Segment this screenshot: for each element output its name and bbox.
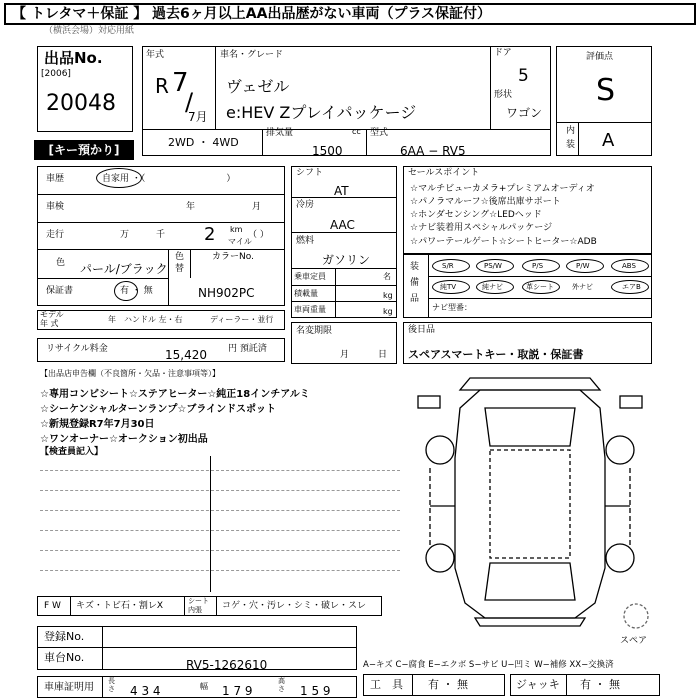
mileage-man: 万: [120, 230, 130, 240]
model-year-label-2: 年 式: [40, 319, 59, 328]
drive-label: 2WD ・ 4WD: [168, 136, 239, 149]
sales-point-1: ☆マルチビューカメラ+プレミアムオーディオ: [410, 184, 595, 194]
warranty-label: 保証書: [46, 286, 74, 296]
doors-value: 5: [518, 66, 529, 86]
mileage-value: 2: [204, 224, 216, 245]
equip-tv-circle: [432, 280, 470, 294]
ac-value: AAC: [330, 218, 355, 232]
type-value: 6AA − RV5: [400, 144, 466, 158]
fuel-label: 燃料: [296, 236, 315, 246]
height-value: 1 5 9: [300, 684, 331, 698]
equip-airbag: エアB: [622, 283, 641, 291]
displacement-label: 排気量: [266, 128, 294, 138]
equip-sr-circle: [432, 259, 470, 273]
width-value: 1 7 9: [222, 684, 253, 698]
interior-value: A: [602, 130, 615, 151]
car-hood: [485, 408, 575, 446]
length-label: 長さ: [108, 677, 115, 693]
sales-point-5: ☆パワーテールゲート☆シートヒーター☆ADB: [410, 237, 597, 247]
equip-airbag-circle: [611, 280, 649, 294]
spare-tire: [624, 604, 648, 628]
equip-psw: PS/W: [484, 262, 502, 270]
seat-label-2: 内張: [188, 606, 202, 614]
top-note: （横浜会場）対応用紙: [44, 26, 135, 36]
doors-label: ドア: [494, 48, 512, 58]
equip-abs-circle: [611, 259, 649, 273]
fw-label: F W: [44, 601, 61, 611]
displacement-value: 1500: [312, 144, 343, 158]
header-title: 【 トレタマ＋保証 】 過去6ヶ月以上AA出品歴がない車両（プラス保証付）: [12, 6, 492, 22]
weight-unit: kg: [383, 307, 393, 316]
navi-label: ナビ型番：: [432, 303, 472, 312]
chassis-value: RV5-1262610: [186, 658, 268, 672]
wheel-rear-right: [606, 544, 634, 572]
remark-line-3: ☆新規登録R7年7月30日: [40, 419, 155, 430]
score-value: S: [596, 73, 616, 108]
interior-label-2: 装: [566, 140, 576, 150]
width-label: 幅: [200, 682, 208, 691]
lot-number: 20048: [46, 91, 116, 116]
equipment-label-1: 装: [410, 262, 420, 272]
change-date-month: 月: [340, 350, 350, 360]
color-value: パール/ブラック: [80, 262, 168, 276]
color-code-label: カラーNo.: [212, 252, 254, 262]
equip-ext-navi: 外ナビ: [572, 283, 593, 291]
color-change-1: 色: [175, 252, 185, 262]
fw-desc: キズ・トビ石・割レX: [76, 601, 163, 611]
equip-navi: 純ナビ: [482, 283, 503, 291]
equip-ps: P/S: [532, 262, 544, 270]
model-year-dealer: ディーラー・並行: [210, 315, 274, 324]
year-era: R: [155, 74, 169, 98]
length-value: 4 3 4: [130, 684, 161, 698]
car-trunk: [485, 563, 575, 600]
mileage-paren: （ ）: [248, 230, 269, 240]
inspection-year: 年: [186, 202, 196, 212]
equip-navi-circle: [476, 280, 514, 294]
mileage-unit-mile: マイル: [228, 237, 252, 246]
model-year-handle: ハンドル 左・右: [124, 315, 183, 324]
shift-value: AT: [334, 184, 349, 198]
capacity-label: 乗車定員: [294, 272, 326, 281]
model-year-year: 年: [108, 315, 116, 324]
equip-abs: ABS: [622, 262, 636, 270]
model-name: ヴェゼル: [226, 77, 290, 96]
mileage-unit-km: km: [230, 225, 243, 234]
shift-label: シフト: [296, 168, 324, 178]
year-month: 7月: [188, 110, 208, 124]
sales-label: セールスポイント: [408, 168, 480, 178]
sales-point-2: ☆パノラマルーフ☆後席出庫サポート: [410, 197, 561, 207]
lot-label: 出品No.: [44, 49, 103, 67]
model-grade: e:HEV Zプレイパッケージ: [226, 103, 417, 122]
warranty-value: 有 ・ 無: [120, 286, 153, 296]
wheel-rear-left: [426, 544, 454, 572]
recycle-label: リサイクル料金: [46, 344, 108, 354]
remark-line-1: ☆専用コンビシート☆ステアヒーター☆純正18インチアルミ: [40, 389, 310, 400]
wheel-front-right: [606, 436, 634, 464]
change-date-label: 名変期限: [296, 326, 333, 336]
equip-leather: 革シート: [526, 283, 554, 291]
equipment-label-2: 備: [410, 278, 420, 288]
tools-value: 有 ・ 無: [428, 678, 468, 691]
shape-label: 形状: [494, 90, 513, 100]
shape-value: ワゴン: [506, 106, 543, 120]
car-outline: [455, 390, 605, 618]
certificate-label: 車庫証明用: [44, 682, 94, 693]
recycle-unit: 円 預託済: [228, 344, 267, 354]
jack-value: 有 ・ 無: [580, 678, 620, 691]
jack-label: ジャッキ: [516, 678, 560, 691]
lot-box: [37, 46, 133, 132]
equip-sr: S/R: [442, 262, 454, 270]
equip-ps-circle: [522, 259, 560, 273]
mileage-label: 走行: [46, 230, 65, 240]
tools-label: 工 具: [370, 678, 403, 691]
wheel-front-left: [426, 436, 454, 464]
history-options: 自家用 ・（ ）: [102, 174, 236, 184]
registration-label: 登録No.: [44, 630, 85, 643]
history-circle: [96, 168, 142, 188]
mileage-sen: 千: [156, 230, 166, 240]
after-value: スペアスマートキー・取説・保証書: [408, 348, 584, 361]
sales-point-3: ☆ホンダセンシング☆LEDヘッド: [410, 210, 542, 220]
year-value: 7: [172, 68, 189, 98]
capacity-unit: 名: [383, 272, 391, 281]
color-label: 色: [56, 258, 66, 268]
history-label: 車歴: [46, 174, 65, 184]
equipment-label-3: 品: [410, 294, 420, 304]
spare-label: スペア: [620, 636, 648, 646]
equip-tv: 純TV: [440, 283, 457, 291]
score-label: 評価点: [586, 52, 614, 62]
inspector-label: 【検査員記入】: [40, 447, 104, 457]
height-label: 高さ: [278, 677, 285, 693]
seat-label-1: シート: [188, 597, 209, 605]
warranty-circle: [114, 281, 138, 301]
key-tag: [キー預かり]: [34, 140, 134, 160]
remarks-label: 【出品店申告欄（不良箇所・欠品・注意事項等）】: [40, 369, 220, 378]
chassis-label: 車台No.: [44, 651, 85, 664]
model-year-label-1: モデル: [40, 310, 64, 319]
seat-desc: コゲ・穴・汚レ・シミ・破レ・スレ: [222, 601, 367, 611]
equip-pw-circle: [566, 259, 604, 273]
equip-leather-circle: [522, 280, 560, 294]
inspection-label: 車検: [46, 202, 65, 212]
type-label: 型式: [370, 128, 389, 138]
lot-small: [2006]: [41, 69, 71, 79]
car-damage-diagram: [400, 368, 660, 630]
displacement-unit: cc: [352, 127, 361, 136]
damage-legend: A−キズ C−腐食 E−エクボ S−サビ U−凹ミ W−補修 XX−交換済: [363, 660, 614, 670]
color-code: NH902PC: [198, 286, 255, 300]
inspection-month: 月: [252, 202, 262, 212]
ac-label: 冷房: [296, 200, 315, 210]
after-label: 後日品: [408, 325, 436, 335]
color-change-2: 替: [175, 264, 185, 274]
equip-psw-circle: [476, 259, 514, 273]
sales-point-4: ☆ナビ装着用スペシャルパッケージ: [410, 223, 553, 233]
interior-label-1: 内: [566, 126, 576, 136]
year-slash: /: [185, 88, 194, 116]
weight-label: 車両重量: [294, 305, 326, 314]
year-label: 年式: [146, 50, 165, 60]
model-label: 車名・グレード: [220, 50, 284, 60]
remark-line-2: ☆シーケンシャルターンランプ☆ブラインドスポット: [40, 404, 276, 415]
car-roof: [490, 450, 570, 558]
fuel-value: ガソリン: [322, 253, 371, 267]
change-date-day: 日: [378, 350, 388, 360]
remark-line-4: ☆ワンオーナー☆オークション初出品: [40, 434, 208, 445]
load-unit: kg: [383, 291, 393, 300]
equip-pw: P/W: [576, 262, 590, 270]
load-label: 積載量: [294, 289, 318, 298]
recycle-value: 15,420: [165, 348, 207, 362]
header-banner: [4, 3, 696, 25]
